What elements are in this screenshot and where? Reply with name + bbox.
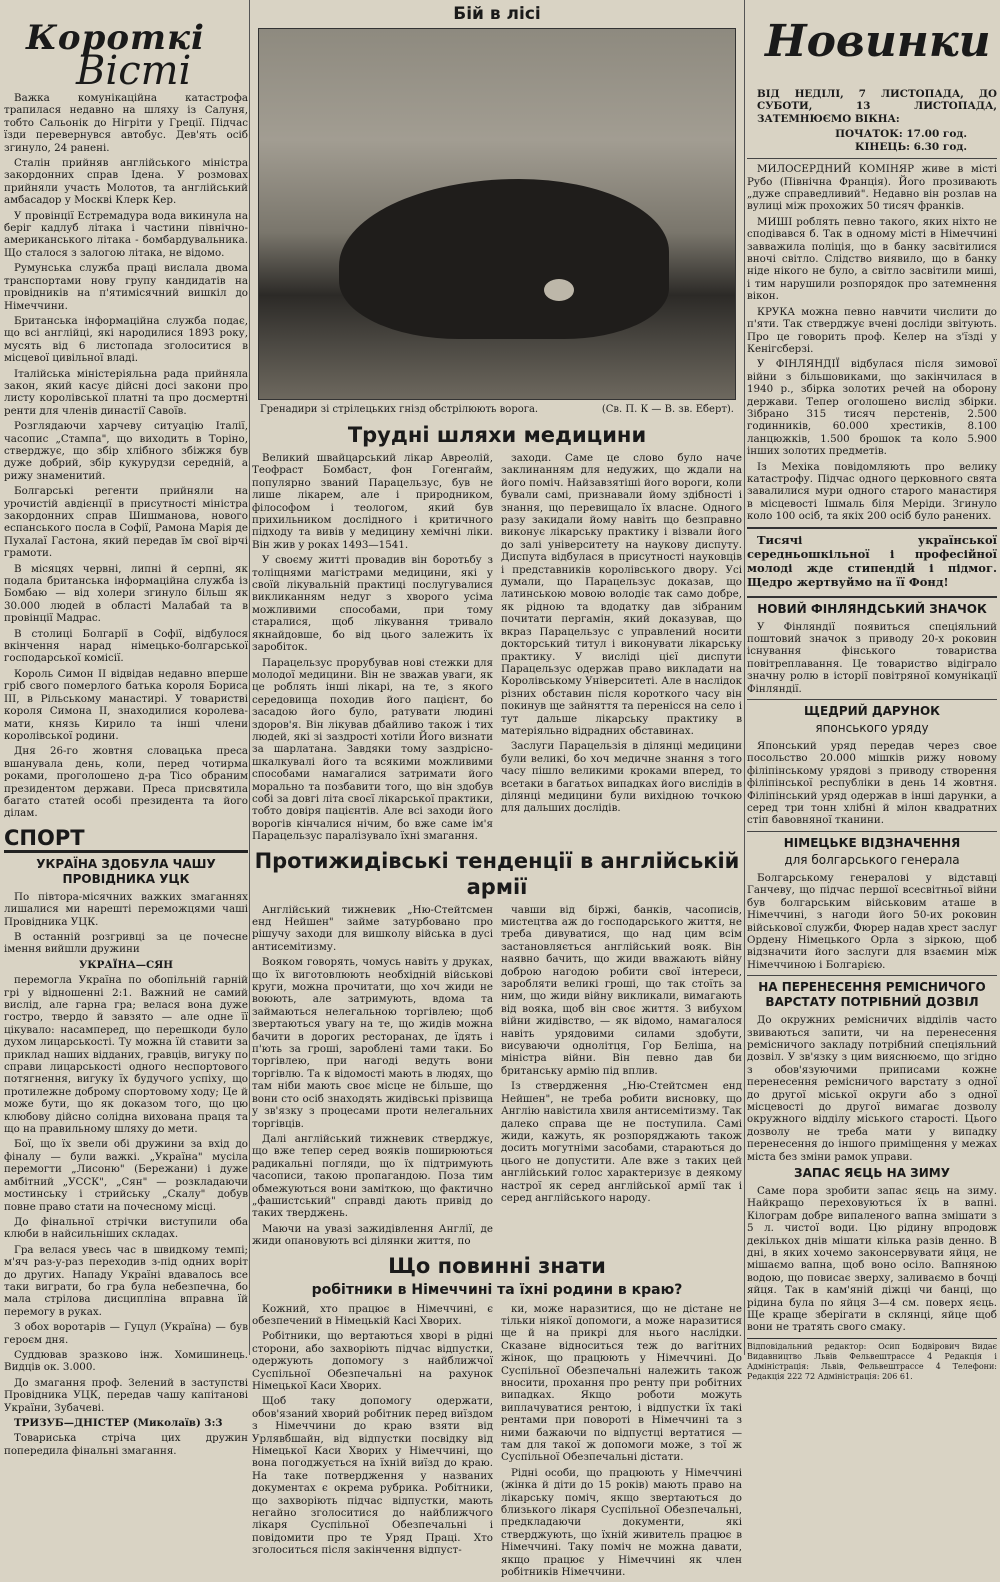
appeal-box	[747, 527, 997, 598]
middle-column	[252, 0, 742, 1582]
logo-word-bottom: Вісті	[76, 48, 192, 94]
photo-helmet	[544, 279, 574, 301]
short-news-logo	[4, 0, 248, 92]
news-item: Із Мехіка повідомляють про велику катастрофу. Підчас одного церковного свята завалилися мури одного старого манастиря в місцевості Ішмаль біля Меріди. Згинуло коло 100 осіб, та якіх 200 осіб було ранених.	[747, 460, 997, 523]
news-item: Болгарські регенти прийняли на урочистій авдієнції в присутності міністра закордонних справ Шишманова, нового еспанського посла в Софії, Рамона Марія де Пухалаї Гастона, який передав їм свої вірчі грамоти.	[4, 485, 248, 560]
article-paragraph: Парацельзус прорубував нові стежки для молодої медицини. Він не зважав уваги, як це роблять інші лікарі, на те, з якого середовища походив його пацієнт, бо засадою його було, ратувати людині здоров'я. Він лікував дбайливо також і тих людей, які зі заздрості хотіли Його визнати за шарлатана. Завдяки тому заздрісно-шкалкувалі його та всякими можливими способами намагалися затримати його морально та позбавити того, що він здобув собі за довгі літа своєї лікарської практики, тобто довіря пацієнтів. Але всі заходи його ворогів кінчалися нічим, бо вже саме ім'я Парацельзус паралізувало їхні змагання.	[252, 656, 493, 843]
blackout-start: ПОЧАТОК: 17.00 год.	[835, 128, 967, 141]
sport-headline: УКРАЇНА ЗДОБУЛА ЧАШУ ПРОВІДНИКА УЦК	[36, 856, 216, 886]
article-paragraph: Великий швайцарський лікар Авреолій, Теофраст Бомбаст, фон Гогенгайм, популярно званий Парацельзус, був не лише лікарем, але і природником, філософом і теологом, який був прихильником дослідного і критичного підходу та вивів у медицину хемічні ліки. Він жив у роках 1493—1541.	[252, 452, 493, 551]
award-title: НІМЕЦЬКЕ ВІДЗНАЧЕННЯ	[783, 835, 961, 850]
news-item: Дня 26-го жовтня словацька преса вшанувала день, коли, перед чотирма роками, проголошено д-ра Тісо обраним президентом держави. Преса присвятила багато статей особі президента та його ділам.	[4, 745, 248, 820]
column-rule	[744, 0, 745, 1355]
sport-paragraph: Бої, що їх звели обі дружини за вхід до фіналу — були важкі. „Україна" мусіла перемогти „Лисоню" (Бережани) і дуже амбітний „УССК", „Сян" — розкладаючи мостинську і стрийську „Скалу" добув повне право стати на почесному місці.	[4, 1138, 248, 1213]
blackout-notice: ВІД НЕДІЛІ, 7 ЛИСТОПАДА, ДО СУБОТИ, 13 ЛИСТОПАДА, ЗАТЕМНЮЄМО ВІКНА:	[757, 88, 997, 125]
article-paragraph: Робітники, що вертаються хворі в рідні сторони, або захворіють підчас відпустки, одержують допомогу з найближчої Суспільної Обезпечальні на рахунок Німецької Каси Хворих.	[252, 1330, 493, 1392]
article-paragraph: Вояком говорять, чомусь навіть у друках, що їх виготовлюють необхідній військові круги, можна прочитати, що хоч жиди не воюють, але затримують, вдома та займаються нелегальною торгівлею; щоб звертаються увагу на те, що жидів можна бачити в дорогих ресторанах, де їдять і п'ють за гроші, зароблені тами таки. Бо торгівлею, при нагоді ведуть вони торгівлю. Та к відомості мають в людях, що там ніби мають своє місце не більше, що вони сто осіб знаходять жидівські прізвища у зв'язку з процесами проти нелегальних торгівців.	[252, 956, 493, 1130]
finn-stamp-title: НОВИЙ ФІНЛЯНДСЬКИЙ ЗНАЧОК	[757, 601, 987, 616]
match-label: УКРАЇНА—СЯН	[78, 958, 174, 971]
article-medicine-body	[252, 452, 742, 846]
sport-paragraph: В останній розгривці за це почесне імення вийшли дружини	[4, 930, 248, 956]
sport-paragraph: З обох воротарів — Гуцул (Україна) — був героєм дня.	[4, 1321, 248, 1346]
article-paragraph: Далі англійський тижневик стверджує, що вже тепер серед вояків поширюються радикальні погляди, що їх підтримують часописи, такою пропагандою. Поза тим обмежуються вони заміткою, що фактично „фашистський" справді дають привід до таких тверджень.	[252, 1132, 493, 1220]
gift-title: ЩЕДРИЙ ДАРУНОК	[804, 704, 940, 719]
craft-text: До окружних ремісничих відділів часто звиваються запити, чи на перенесення ремісничого закладу потрібний спеціяльний дозвіл. У зв'язку з цим вияснюємо, що згідно з обов'язуючими приписами кожне перенесення ремісничого варстату з одної до другої міської округи або з одної місцевості до другої вимагає дозволу окружного відділу міського старості. Цього дозволу не треба мати у випадку перенесення до іншого приміщення у межах міста без зміни рамок управи.	[747, 1014, 997, 1163]
article-workers-title: Що повинні знати	[388, 1253, 606, 1278]
right-column	[747, 0, 997, 1382]
article-paragraph: У своєму житті провадив він боротьбу з толіщнями магістрами медицини, які у своїй лікувальній практиці послугувалися викликанням недуг з хворого усіма можливими способами, при тому старалися, щоб лікування тривало якнайдовше, бо від цього залежить їх заробіток.	[252, 554, 493, 654]
sport-paragraph: перемогла Україна по обопільній гарній грі у відношенні 2:1. Важний не самий вислід, але гарна гра; велася вона дуже гостро, твердо й завзято — але одне її цікувало: насамперед, що перешкоди було духом лицарськості. Ту можна їй ставити за приклад наших відданих, гравців, вигуку по справи лицарськості одного неспортового потягнення, вигуку їх будучого успіху, що протилежне доброму спортовому ходу; Це й може бути, що як доказом того, що цю клюбову дійсно солідна вихована праця та що на правильному шляху до мети.	[4, 974, 248, 1136]
news-item: Британська інформаційна служба подає, що всі англійці, які народилися 1893 року, мусять від 6 листопада зголоситися в місцевої цивільної владі.	[4, 314, 248, 365]
divider	[747, 158, 997, 159]
article-paragraph: Кожний, хто працює в Німеччині, є обезпечений в Німецькій Касі Хворих.	[252, 1302, 493, 1327]
article-medicine-title: Трудні шляхи медицини	[347, 423, 647, 447]
craft-title: НА ПЕРЕНЕСЕННЯ РЕМІСНИЧОГО ВАРСТАТУ ПОТРІБНИЙ ДОЗВІЛ	[758, 980, 986, 1010]
news-item: В столиці Болгарії в Софії, відбулося вкінчення нарад німецько-болгарської господарської комісії.	[4, 627, 248, 665]
gift-text: Японський уряд передав через свое посольство 20.000 мішків рижу новому філіпінському урядові з приводу створення філіпінської республіки в день 14 жовтня. Філіпінський уряд одержав в інші дарунки, а серед три тонн хлібні й мілон квадратних стіп бавовняної тканини.	[747, 740, 997, 827]
photo-shadow	[339, 179, 669, 339]
news-item: Італійська міністеріяльна рада прийняла закон, який касує дійсні досі закони про листу королівської платні та про досмертні ренти для членів династії Савоїв.	[4, 367, 248, 417]
photo-title: Бій в лісі	[453, 4, 541, 24]
article-paragraph: Маючи на увазі зажидівлення Англії, де жиди опановують всі ділянки життя, по	[252, 1222, 493, 1248]
sport-section-title: СПОРТ	[4, 826, 248, 853]
article-army-title: Протижидівські тенденції в англійській армії	[254, 848, 740, 899]
divider	[747, 699, 997, 700]
article-army-body	[252, 904, 742, 1251]
finn-stamp-text: У Фінляндії появиться спеціяльний поштовий значок з приводу 20-х роковин існування фінського товариства повітреплавання. Це товариство відіграло значну ролю в історії повітряної комунікації Фінляндії.	[747, 620, 997, 695]
sport-paragraph: По півтора-місячних важких змаганнях лишалися ми нарешті переможцями чаші Провідника УЦК.	[4, 890, 248, 928]
news-item: Важка комунікаційна катастрофа трапилася недавно на шляху із Салуня, тобто Сальонік до Нігріти у Греції. Підчас їзди перевернувся автобус. Дев'ять осіб згинуло, 24 ранені.	[4, 92, 248, 154]
news-item: Розглядаючи харчеву ситуацію Італії, часопис „Стампа", що виходить в Торіно, стверджує, що збір хлібного збіжжя був дуже добрий, збір кукурудзи середній, а рижу знаменитий.	[4, 420, 248, 482]
sport-paragraph: Гра велася увесь час в швидкому темпі; м'яч раз-у-раз переходив з-під одних воріт до других. Нападу Україні вдавалось все таки виграти, бо гра була небезпечна, бо мала стрілова дисципліна вправна їй перемогу в руках.	[4, 1243, 248, 1318]
article-workers-subtitle: робітники в Німеччині та їхні родини в краю?	[311, 1281, 683, 1298]
photo-caption-text: Гренадири зі стрілецьких гнізд обстрілюють ворога.	[260, 404, 539, 415]
divider	[747, 975, 997, 976]
award-subtitle: для болгарського генерала	[784, 852, 960, 867]
blackout-end: КІНЕЦЬ: 6.30 год.	[854, 141, 967, 154]
logo-word-top: Короткі	[26, 18, 205, 58]
news-item: КРУКА можна певно навчити числити до п'яти. Так стверджує вчені досліди звітують. Про це говорить проф. Келер на з'їзді у Кенігсберзі.	[747, 305, 997, 355]
news-item: Сталін прийняв англійського міністра закордонних справ Ідена. У розмовах прийняли участь Молотов, та англійський амбасадор у Москві Клерк Кер.	[4, 157, 248, 207]
award-text: Болгарському генералові у відставці Ганчеву, що підчас першої всесвітньої війни був болгарським військовим аташе в Німеччині, з нагоди його 50-их роковин військової служби, Фюрер надав хрест заслуг Ордену Німецького Орла з зіркою, щоб відзначити його заслуги для взаємин між Німеччиною і Болгарією.	[747, 871, 997, 971]
article-paragraph: чавши від біржі, банків, часописів, мистецтва аж до господарського життя, не треба дивуватися, що над цим всім застановляється англійський вояк. Він наявно бачить, що жиди вважають війну доброю нагодою робити свої інтереси, заробляти великі гроші, що так стоїть за ним, що жиди війну викликали, вимагають від вояка, щоб він своє життя. З вибухом війни жидівство, — як відомо, намагалося навіть урядовими силами здобути, висуваючи однолітця, Гор Беліша, на міністра війни. Він певно дав би британську армію під вплив.	[501, 903, 742, 1077]
article-workers-body	[252, 1303, 742, 1582]
last-match-text: Товариська стріча цих дружин попередила фінальні змагання.	[4, 1432, 248, 1457]
war-photo	[258, 28, 736, 400]
article-paragraph: Щоб таку допомогу одержати, обов'язаний хворий робітник перед виїздом з Німеччини до краю взяти від Урлявбшайн, від відпустки посвідку від Німецької Каси Хворих у Німеччині, що вона погоджується на їхній виїзд до краю. На таке потвердження у названих документах є окрема рубрика. Робітники, що захворіють підчас відпустки, мають негайно зголоситися до найближчого лікаря Суспільної Обезпечальні і повідомити про те Уряд Праці. Хто зголоситься після закінчення відпуст-	[252, 1395, 493, 1557]
article-paragraph: Із ствердження „Ню-Стейтсмен енд Нейшен", не треба робити висновку, що Англію навістила хвиля антисемітизму. Так далеко справа ще не поступила. Самі жиди, кажуть, як розпоряджають також досить могутніми засобами, стараються до цього не допустити. Але вже з таких цей англійський голос характеризує в деякому настрої як серед англійської армії так і серед англійського народу.	[501, 1080, 742, 1204]
column-rule	[249, 0, 250, 1355]
news-item: Король Симон II відвідав недавно вперше гріб свого померлого батька короля Бориса III, в Рільському манастирі. У товаристві короля Симона II, знаходилися королева-мати, князь Кирило та інші члени королівської родини.	[4, 667, 248, 742]
divider	[747, 831, 997, 832]
news-item: МИЛОСЕРДНИЙ КОМІНЯР живе в місті Рубо (Північна Франція). Його прозивають „дуже справедливий". Недавно він розлав на вулиці між прохожих 50 тисяч франків.	[747, 163, 997, 213]
news-item: У ФІНЛЯНДІЇ відбулася після зимової війни з більшовиками, що закінчилася в 1940 р., збірка золотих речей на оборону держави. Тепер оголошено вислід збірки. Зібрано 315 тисяч перстенів, 2.500 годинників, 60.000 хрестиків, 8.100 ланцюжків, 1.500 брошок та коло 5.900 інших золотих предметів.	[747, 358, 997, 458]
sport-paragraph: До змагання проф. Зелений в заступстві Провідника УЦК, передав чашу капітанові України, Зубачеві.	[4, 1376, 248, 1414]
article-paragraph: Рідні особи, що працюють у Німеччині (жінка й діти до 15 років) мають право на лікарську поміч, якщо звертаються до близького лікаря Суспільної Обезпечальні, предкладаючи документи, які стверджують, що їхній живитель працює в Німеччині. Таку поміч не можна давати, якщо працює у Німеччині як член робітників Німеччини.	[501, 1466, 742, 1579]
gift-subtitle: японського уряду	[815, 721, 929, 736]
left-column	[4, 0, 248, 1460]
news-item: МИШІ роблять певно такого, яких ніхто не сподівався б. Так в одному місті в Німеччині завважила поліція, що в банку засвітилися вночі світло. Слідство виявило, що в банку ніде нікого не було, а світло засвітили миші, і тим нарушили розпорядок про затемнення вікон.	[747, 215, 997, 303]
news-item: У провінції Естремадура вода викинула на беріг кадлуб літака і частини північно-американського літака - бомбардувальника. Що сталося з залогою літака, не відомо.	[4, 209, 248, 259]
sport-paragraph: До фінальної стрічки виступили оба клюби в найсильніших складах.	[4, 1215, 248, 1241]
novynky-logo-text: Новинки	[765, 16, 991, 67]
photo-caption	[252, 400, 742, 420]
article-paragraph: ки, може наразитися, що не дістане не тільки ніякої допомоги, а може наразитися ще й на прикрі для нього наслідки. Сказане відноситься теж до вагітних жінок, що працюють у Німеччині. До Суспільної Обезпечальні належить також вносити, прохання про ренту при робітних випадках. Якщо роботи можуть виплачуватися рентою, і відпустки їх такі рентами при повороті в Німеччині та з ними бажаючи по відпустці вертатися — там для такої ж допомоги може, з тої ж Суспільної Обезпечальні дістати.	[501, 1302, 742, 1464]
news-item: Румунська служба праці вислала двома транспортами нову групу кандидатів на провідників на п'ятимісячний вишкіл до Німеччини.	[4, 262, 248, 312]
imprint: Відповідальний редактор: Осип Бодвірович Видає Видавництво Львів Фельвештрассе 4 Редакція і Адміністрація: Львів, Фельвештрассе 4 Телефони: Редакція 222 72 Адміністрація: 206 61.	[747, 1338, 997, 1382]
novynky-logo	[747, 0, 997, 88]
news-item: В місяцях червні, липні й серпні, як подала британська інформаційна служба із Бомбаю — від холери згинуло більш як 30.000 людей в області Малабай та в провінції Мадрас.	[4, 562, 248, 625]
last-match: ТРИЗУБ—ДНІСТЕР (Миколаїв) 3:3	[14, 1417, 223, 1429]
eggs-text: Саме пора зробити запас яєць на зиму. Найкращо переховуються їх в вапні. Кілограм добре випаленого вапна змішати з 5 л. чистої води. Цю рідину впродовж декількох днів мішати кілька разів денно. В дні, в яких хочемо законсервувати яйця, не мішаємо вапна, щоб воно осіло. Вапняною водою, що повисає зверху, заливаємо в бочці яйця. Так в кам'яній діжці чи банці, що рідина була по яйця 3—4 см. поверх яєць. Ще краще зберігати в склянці, яйце щоб вони не тратять свого смаку.	[747, 1185, 997, 1334]
article-paragraph: Англійський тижневик „Ню-Стейтсмен енд Нейшен" займе затурбовано про рішучу заходи для вишколу війська в дусі антисемітизму.	[252, 903, 493, 953]
appeal-text: Тисячі української середньошкільної і професійної молоді жде стипендій і підмог. Щедро жертвуймо на її Фонд!	[747, 532, 997, 589]
sport-paragraph: Суддював зразково інж. Хомишинець. Видців ок. 3.000.	[4, 1348, 248, 1374]
photo-credit: (Св. П. К — В. зв. Еберт).	[601, 404, 734, 415]
eggs-title: ЗАПАС ЯЄЦЬ НА ЗИМУ	[794, 1166, 950, 1180]
article-paragraph: заходи. Саме це слово було наче заклинанням для недужих, що ждали на його поміч. Найзавзятіші його вороги, коли бували самі, признавали йому здібності і знання, що перевищало їх власне. Одного разу закидали йому навіть що безправно виконує лікарську практику і візвали його до залі університету на наукову диспуту. Диспута відбулася в присутності науковців і представників королівського двору. Усі думали, що Парацельзус доказав, що латинською мовою володіє так само добре, як рідною та вдодатку дав зібраним почитати пергамін, який доказував, що вкраз Парацельзус с управлений носити докторський титул і виконувати лікарську практику. У висліді цієї диспути Парацельзус одержав право викладати на Королівському Університеті. Але в наслідок різних обставин після короткого часу він покинув ще зайняття та перенісся на село і тут дальше лікарську практику в матеріяльно відрадних обставинах.	[501, 452, 742, 737]
article-paragraph: Заслуги Парацельзія в ділянці медицини були великі, бо хоч медичне знання з того часу пішло великими кроками вперед, то всетаки в багатьох випадках його вислідів в ділянці медицини були вихідною точкою для дальших дослідів.	[501, 740, 742, 815]
